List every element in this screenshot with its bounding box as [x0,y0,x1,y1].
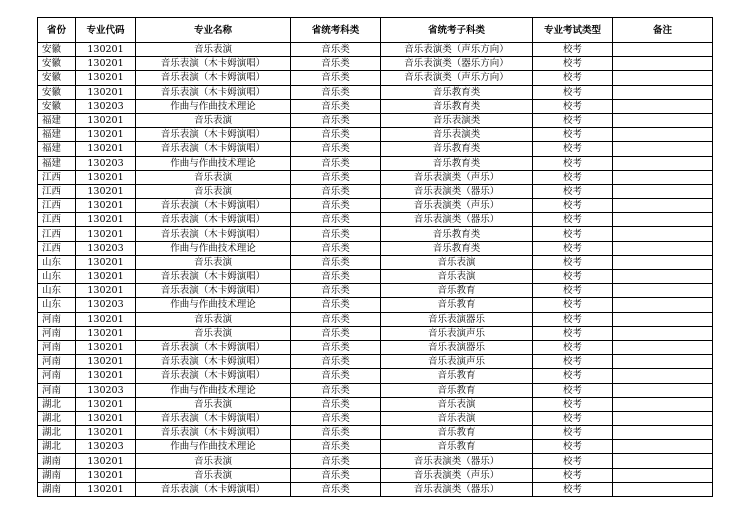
cell-exam-type: 校考 [533,241,613,255]
cell-exam-type: 校考 [533,454,613,468]
cell-exam-category: 音乐类 [291,99,381,113]
cell-exam-subcategory: 音乐表演类（声乐） [381,199,533,213]
cell-remarks [613,411,713,425]
cell-exam-subcategory: 音乐教育 [381,440,533,454]
cell-major-name: 音乐表演（木卡姆演唱） [136,355,291,369]
cell-major-code: 130201 [76,184,136,198]
cell-exam-category: 音乐类 [291,241,381,255]
cell-exam-category: 音乐类 [291,426,381,440]
cell-exam-subcategory: 音乐教育 [381,298,533,312]
cell-exam-category: 音乐类 [291,468,381,482]
cell-exam-category: 音乐类 [291,270,381,284]
table-row [38,482,713,496]
cell-major-code: 130201 [76,340,136,354]
cell-province: 湖北 [38,411,76,425]
cell-remarks [613,255,713,269]
cell-major-name: 音乐表演（木卡姆演唱） [136,426,291,440]
table-row [38,142,713,156]
cell-major-code: 130201 [76,170,136,184]
cell-major-code: 130201 [76,213,136,227]
cell-province: 安徽 [38,43,76,57]
cell-major-name: 音乐表演 [136,170,291,184]
cell-remarks [613,426,713,440]
cell-province: 安徽 [38,71,76,85]
cell-exam-type: 校考 [533,170,613,184]
cell-exam-category: 音乐类 [291,284,381,298]
table-row [38,156,713,170]
cell-exam-subcategory: 音乐表演类（声乐方向） [381,43,533,57]
cell-exam-category: 音乐类 [291,184,381,198]
cell-remarks [613,199,713,213]
cell-remarks [613,57,713,71]
cell-exam-type: 校考 [533,85,613,99]
cell-remarks [613,298,713,312]
cell-exam-type: 校考 [533,312,613,326]
table-row [38,99,713,113]
cell-remarks [613,440,713,454]
cell-major-name: 音乐表演（木卡姆演唱） [136,199,291,213]
cell-exam-category: 音乐类 [291,227,381,241]
cell-exam-subcategory: 音乐表演 [381,255,533,269]
major-table [37,17,713,497]
cell-exam-subcategory: 音乐教育 [381,284,533,298]
cell-province: 河南 [38,355,76,369]
cell-major-name: 作曲与作曲技术理论 [136,241,291,255]
cell-exam-subcategory: 音乐表演类（声乐方向） [381,71,533,85]
cell-remarks [613,128,713,142]
cell-exam-type: 校考 [533,71,613,85]
cell-major-code: 130203 [76,241,136,255]
cell-major-code: 130203 [76,298,136,312]
cell-province: 福建 [38,142,76,156]
header-exam-subcategory: 省统考子科类 [381,18,533,43]
cell-exam-category: 音乐类 [291,199,381,213]
cell-exam-type: 校考 [533,284,613,298]
cell-exam-subcategory: 音乐表演类（器乐） [381,184,533,198]
cell-remarks [613,454,713,468]
cell-exam-category: 音乐类 [291,43,381,57]
cell-exam-subcategory: 音乐表演类 [381,128,533,142]
cell-province: 湖南 [38,468,76,482]
cell-remarks [613,113,713,127]
cell-major-name: 作曲与作曲技术理论 [136,298,291,312]
cell-exam-category: 音乐类 [291,142,381,156]
cell-remarks [613,383,713,397]
cell-exam-subcategory: 音乐教育 [381,369,533,383]
cell-major-name: 音乐表演（木卡姆演唱） [136,213,291,227]
cell-province: 江西 [38,241,76,255]
cell-exam-category: 音乐类 [291,454,381,468]
cell-exam-category: 音乐类 [291,355,381,369]
cell-exam-subcategory: 音乐表演声乐 [381,355,533,369]
cell-exam-type: 校考 [533,440,613,454]
table-body [38,43,713,497]
cell-province: 河南 [38,369,76,383]
cell-major-name: 作曲与作曲技术理论 [136,383,291,397]
table-row [38,312,713,326]
cell-major-code: 130201 [76,142,136,156]
cell-remarks [613,284,713,298]
cell-major-code: 130201 [76,71,136,85]
cell-exam-type: 校考 [533,113,613,127]
cell-major-name: 音乐表演（木卡姆演唱） [136,71,291,85]
cell-exam-subcategory: 音乐教育 [381,426,533,440]
cell-major-code: 130201 [76,270,136,284]
cell-remarks [613,241,713,255]
cell-remarks [613,340,713,354]
cell-major-name: 作曲与作曲技术理论 [136,440,291,454]
cell-exam-subcategory: 音乐教育类 [381,99,533,113]
cell-major-name: 音乐表演（木卡姆演唱） [136,227,291,241]
cell-major-name: 音乐表演（木卡姆演唱） [136,142,291,156]
cell-province: 江西 [38,213,76,227]
table-row [38,340,713,354]
header-remarks: 备注 [613,18,713,43]
cell-major-code: 130203 [76,156,136,170]
cell-remarks [613,270,713,284]
cell-major-code: 130201 [76,57,136,71]
cell-major-name: 音乐表演 [136,454,291,468]
cell-major-code: 130203 [76,440,136,454]
cell-remarks [613,71,713,85]
cell-exam-type: 校考 [533,326,613,340]
header-exam-type: 专业考试类型 [533,18,613,43]
cell-exam-subcategory: 音乐表演类（声乐） [381,468,533,482]
cell-major-name: 音乐表演（木卡姆演唱） [136,411,291,425]
cell-remarks [613,468,713,482]
cell-exam-category: 音乐类 [291,340,381,354]
cell-major-code: 130201 [76,284,136,298]
cell-major-name: 音乐表演（木卡姆演唱） [136,85,291,99]
cell-exam-type: 校考 [533,426,613,440]
table-row [38,113,713,127]
cell-remarks [613,369,713,383]
cell-exam-type: 校考 [533,355,613,369]
cell-major-code: 130201 [76,227,136,241]
cell-exam-type: 校考 [533,383,613,397]
table-row [38,270,713,284]
cell-remarks [613,43,713,57]
cell-remarks [613,326,713,340]
cell-exam-category: 音乐类 [291,383,381,397]
cell-exam-subcategory: 音乐表演类（器乐） [381,454,533,468]
cell-remarks [613,85,713,99]
cell-exam-category: 音乐类 [291,85,381,99]
cell-exam-category: 音乐类 [291,397,381,411]
cell-exam-subcategory: 音乐教育类 [381,241,533,255]
cell-exam-type: 校考 [533,156,613,170]
cell-province: 江西 [38,227,76,241]
cell-province: 江西 [38,199,76,213]
cell-major-code: 130203 [76,383,136,397]
cell-remarks [613,213,713,227]
cell-major-name: 音乐表演 [136,184,291,198]
cell-exam-type: 校考 [533,255,613,269]
cell-major-name: 音乐表演（木卡姆演唱） [136,340,291,354]
cell-major-code: 130201 [76,43,136,57]
cell-major-name: 音乐表演 [136,43,291,57]
cell-major-code: 130201 [76,326,136,340]
cell-major-code: 130201 [76,255,136,269]
table-row [38,383,713,397]
cell-major-name: 作曲与作曲技术理论 [136,99,291,113]
cell-exam-type: 校考 [533,142,613,156]
cell-major-code: 130203 [76,99,136,113]
cell-exam-subcategory: 音乐教育类 [381,142,533,156]
cell-exam-type: 校考 [533,128,613,142]
cell-exam-subcategory: 音乐教育类 [381,227,533,241]
cell-province: 湖北 [38,397,76,411]
table-row [38,440,713,454]
cell-exam-subcategory: 音乐表演类 [381,113,533,127]
cell-major-name: 音乐表演（木卡姆演唱） [136,369,291,383]
cell-exam-category: 音乐类 [291,170,381,184]
cell-exam-type: 校考 [533,298,613,312]
cell-exam-type: 校考 [533,213,613,227]
cell-exam-type: 校考 [533,468,613,482]
cell-exam-type: 校考 [533,482,613,496]
cell-exam-category: 音乐类 [291,312,381,326]
cell-exam-subcategory: 音乐教育 [381,383,533,397]
cell-major-code: 130201 [76,369,136,383]
cell-exam-type: 校考 [533,199,613,213]
cell-exam-subcategory: 音乐表演类（声乐） [381,170,533,184]
cell-major-code: 130201 [76,426,136,440]
header-province: 省份 [38,18,76,43]
cell-exam-category: 音乐类 [291,482,381,496]
cell-major-name: 音乐表演 [136,326,291,340]
cell-province: 福建 [38,113,76,127]
cell-remarks [613,99,713,113]
cell-province: 山东 [38,255,76,269]
table-row [38,57,713,71]
cell-remarks [613,142,713,156]
cell-exam-subcategory: 音乐表演类（器乐） [381,482,533,496]
cell-province: 安徽 [38,85,76,99]
cell-province: 福建 [38,128,76,142]
table-row [38,43,713,57]
table-row [38,255,713,269]
cell-province: 河南 [38,326,76,340]
cell-province: 湖南 [38,482,76,496]
cell-remarks [613,312,713,326]
cell-major-code: 130201 [76,468,136,482]
cell-province: 福建 [38,156,76,170]
cell-province: 湖北 [38,440,76,454]
cell-major-name: 音乐表演 [136,397,291,411]
table-row [38,326,713,340]
cell-major-name: 作曲与作曲技术理论 [136,156,291,170]
cell-exam-subcategory: 音乐表演器乐 [381,312,533,326]
cell-major-name: 音乐表演（木卡姆演唱） [136,57,291,71]
cell-major-name: 音乐表演 [136,468,291,482]
table-row [38,170,713,184]
cell-remarks [613,184,713,198]
cell-exam-type: 校考 [533,99,613,113]
cell-exam-category: 音乐类 [291,255,381,269]
cell-exam-type: 校考 [533,411,613,425]
cell-exam-type: 校考 [533,43,613,57]
cell-remarks [613,397,713,411]
table-row [38,199,713,213]
cell-province: 湖北 [38,426,76,440]
table-row [38,128,713,142]
table-row [38,411,713,425]
cell-exam-category: 音乐类 [291,440,381,454]
table-row [38,284,713,298]
table-row [38,213,713,227]
cell-province: 河南 [38,312,76,326]
cell-remarks [613,482,713,496]
cell-exam-category: 音乐类 [291,213,381,227]
cell-remarks [613,227,713,241]
cell-exam-subcategory: 音乐教育类 [381,156,533,170]
cell-province: 山东 [38,284,76,298]
cell-major-code: 130201 [76,397,136,411]
cell-exam-category: 音乐类 [291,369,381,383]
cell-exam-type: 校考 [533,340,613,354]
table-row [38,71,713,85]
cell-province: 河南 [38,340,76,354]
cell-province: 江西 [38,184,76,198]
header-major-name: 专业名称 [136,18,291,43]
table-row [38,369,713,383]
cell-exam-subcategory: 音乐表演 [381,411,533,425]
cell-province: 湖南 [38,454,76,468]
cell-exam-subcategory: 音乐表演器乐 [381,340,533,354]
cell-remarks [613,156,713,170]
cell-exam-category: 音乐类 [291,326,381,340]
cell-major-code: 130201 [76,199,136,213]
table-header-row [38,18,713,43]
cell-major-code: 130201 [76,411,136,425]
cell-major-code: 130201 [76,312,136,326]
header-exam-category: 省统考科类 [291,18,381,43]
cell-major-code: 130201 [76,482,136,496]
cell-exam-subcategory: 音乐表演 [381,270,533,284]
cell-exam-type: 校考 [533,270,613,284]
cell-exam-subcategory: 音乐表演类（器乐方向） [381,57,533,71]
cell-major-name: 音乐表演 [136,255,291,269]
cell-exam-subcategory: 音乐教育类 [381,85,533,99]
table-row [38,397,713,411]
cell-major-code: 130201 [76,355,136,369]
table-row [38,227,713,241]
cell-exam-subcategory: 音乐表演 [381,397,533,411]
cell-major-name: 音乐表演（木卡姆演唱） [136,270,291,284]
cell-province: 河南 [38,383,76,397]
cell-province: 安徽 [38,57,76,71]
cell-major-name: 音乐表演（木卡姆演唱） [136,128,291,142]
table-row [38,85,713,99]
cell-province: 江西 [38,170,76,184]
cell-province: 安徽 [38,99,76,113]
cell-exam-category: 音乐类 [291,156,381,170]
cell-exam-type: 校考 [533,369,613,383]
table-row [38,355,713,369]
cell-major-code: 130201 [76,113,136,127]
table-row [38,241,713,255]
cell-exam-type: 校考 [533,57,613,71]
cell-major-code: 130201 [76,85,136,99]
cell-exam-category: 音乐类 [291,113,381,127]
table-row [38,454,713,468]
cell-exam-category: 音乐类 [291,298,381,312]
cell-exam-type: 校考 [533,184,613,198]
cell-major-name: 音乐表演 [136,312,291,326]
cell-major-name: 音乐表演 [136,113,291,127]
table-row [38,426,713,440]
header-major-code: 专业代码 [76,18,136,43]
cell-major-name: 音乐表演（木卡姆演唱） [136,482,291,496]
cell-remarks [613,170,713,184]
cell-exam-subcategory: 音乐表演类（器乐） [381,213,533,227]
cell-exam-category: 音乐类 [291,71,381,85]
table-row [38,468,713,482]
cell-remarks [613,355,713,369]
cell-province: 山东 [38,270,76,284]
cell-exam-category: 音乐类 [291,128,381,142]
cell-exam-category: 音乐类 [291,57,381,71]
table-row [38,298,713,312]
cell-major-name: 音乐表演（木卡姆演唱） [136,284,291,298]
cell-exam-type: 校考 [533,397,613,411]
cell-major-code: 130201 [76,128,136,142]
table-row [38,184,713,198]
cell-exam-type: 校考 [533,227,613,241]
cell-province: 山东 [38,298,76,312]
cell-major-code: 130201 [76,454,136,468]
cell-exam-category: 音乐类 [291,411,381,425]
cell-exam-subcategory: 音乐表演声乐 [381,326,533,340]
